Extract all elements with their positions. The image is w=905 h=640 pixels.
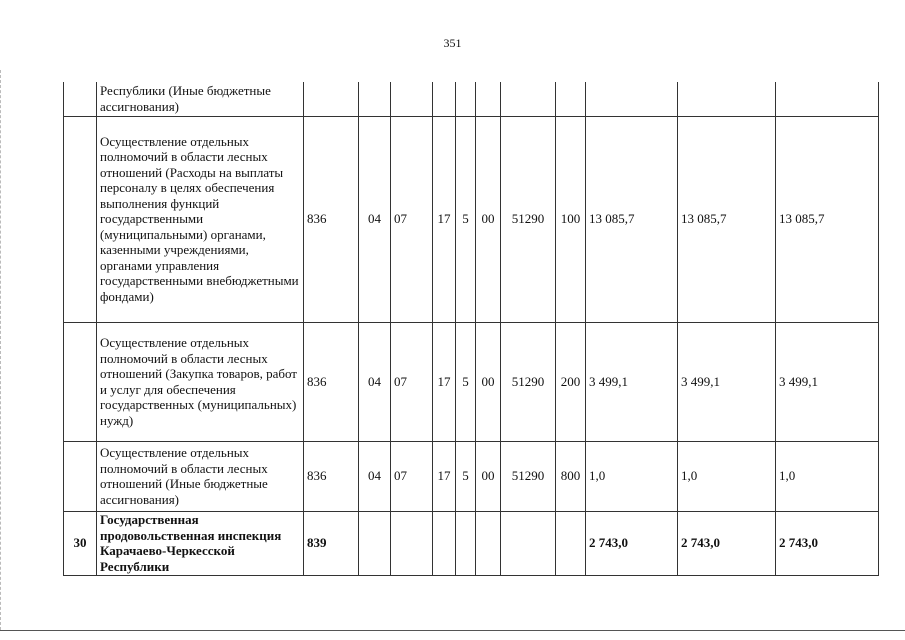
row-program [433,511,456,575]
row-direction: 51290 [501,116,556,322]
row-subprogram: 5 [456,441,476,511]
row-expense-type [556,511,586,575]
row-direction: 51290 [501,441,556,511]
row-section: 04 [359,116,391,322]
page-bottom-rule [0,630,905,631]
row-name: Государственная продовольственная инспекция Карачаево-Черкесской Республики [97,511,304,575]
row-program: 17 [433,441,456,511]
budget-table [63,82,879,576]
row-amount-2: 3 499,1 [678,322,776,441]
row-name: Осуществление отдельных полномочий в области лесных отношений (Закупка товаров, работ и услуг для обеспечения государственных (муниципальных) нужд) [97,322,304,441]
row-section: 04 [359,322,391,441]
row-subprogram [456,511,476,575]
row-ministry [304,82,359,116]
row-name: Республики (Иные бюджетные ассигнования) [97,82,304,116]
row-subsection [391,82,433,116]
row-expense-type: 100 [556,116,586,322]
row-subsection: 07 [391,116,433,322]
table-row [64,322,879,441]
row-subprogram [456,82,476,116]
row-subsection [391,511,433,575]
row-subprogram: 5 [456,116,476,322]
row-program [433,82,456,116]
row-amount-2: 2 743,0 [678,511,776,575]
row-ministry: 836 [304,116,359,322]
row-subsection: 07 [391,441,433,511]
row-expense-type: 200 [556,322,586,441]
row-index [64,116,97,322]
row-main-event [476,511,501,575]
row-amount-3: 2 743,0 [776,511,879,575]
row-amount-3: 1,0 [776,441,879,511]
row-section [359,82,391,116]
row-direction: 51290 [501,322,556,441]
row-amount-1: 13 085,7 [586,116,678,322]
row-main-event [476,82,501,116]
row-name: Осуществление отдельных полномочий в области лесных отношений (Иные бюджетные ассигнования) [97,441,304,511]
row-main-event: 00 [476,441,501,511]
row-subsection: 07 [391,322,433,441]
row-main-event: 00 [476,322,501,441]
row-direction [501,82,556,116]
table-row [64,116,879,322]
row-amount-3 [776,82,879,116]
page-number: 351 [443,36,462,50]
row-direction [501,511,556,575]
row-program: 17 [433,322,456,441]
row-section: 04 [359,441,391,511]
row-index [64,322,97,441]
row-ministry: 836 [304,322,359,441]
row-name: Осуществление отдельных полномочий в области лесных отношений (Расходы на выплаты персоналу в целях обеспечения выполнения функций государственными (муниципальными) органами, казенными учреждениями, органами управления государственными внебюджетными фондами) [97,116,304,322]
row-amount-2: 13 085,7 [678,116,776,322]
row-expense-type: 800 [556,441,586,511]
row-program: 17 [433,116,456,322]
table-row [64,441,879,511]
table-row [64,511,879,575]
row-amount-3: 13 085,7 [776,116,879,322]
row-amount-2 [678,82,776,116]
row-ministry: 836 [304,441,359,511]
row-amount-1 [586,82,678,116]
row-main-event: 00 [476,116,501,322]
row-amount-2: 1,0 [678,441,776,511]
row-amount-1: 1,0 [586,441,678,511]
row-index [64,441,97,511]
scan-edge-marks [0,70,9,630]
row-amount-1: 3 499,1 [586,322,678,441]
row-amount-3: 3 499,1 [776,322,879,441]
table-row [64,82,879,116]
row-section [359,511,391,575]
row-subprogram: 5 [456,322,476,441]
row-expense-type [556,82,586,116]
row-index: 30 [64,511,97,575]
row-index [64,82,97,116]
row-amount-1: 2 743,0 [586,511,678,575]
row-ministry: 839 [304,511,359,575]
